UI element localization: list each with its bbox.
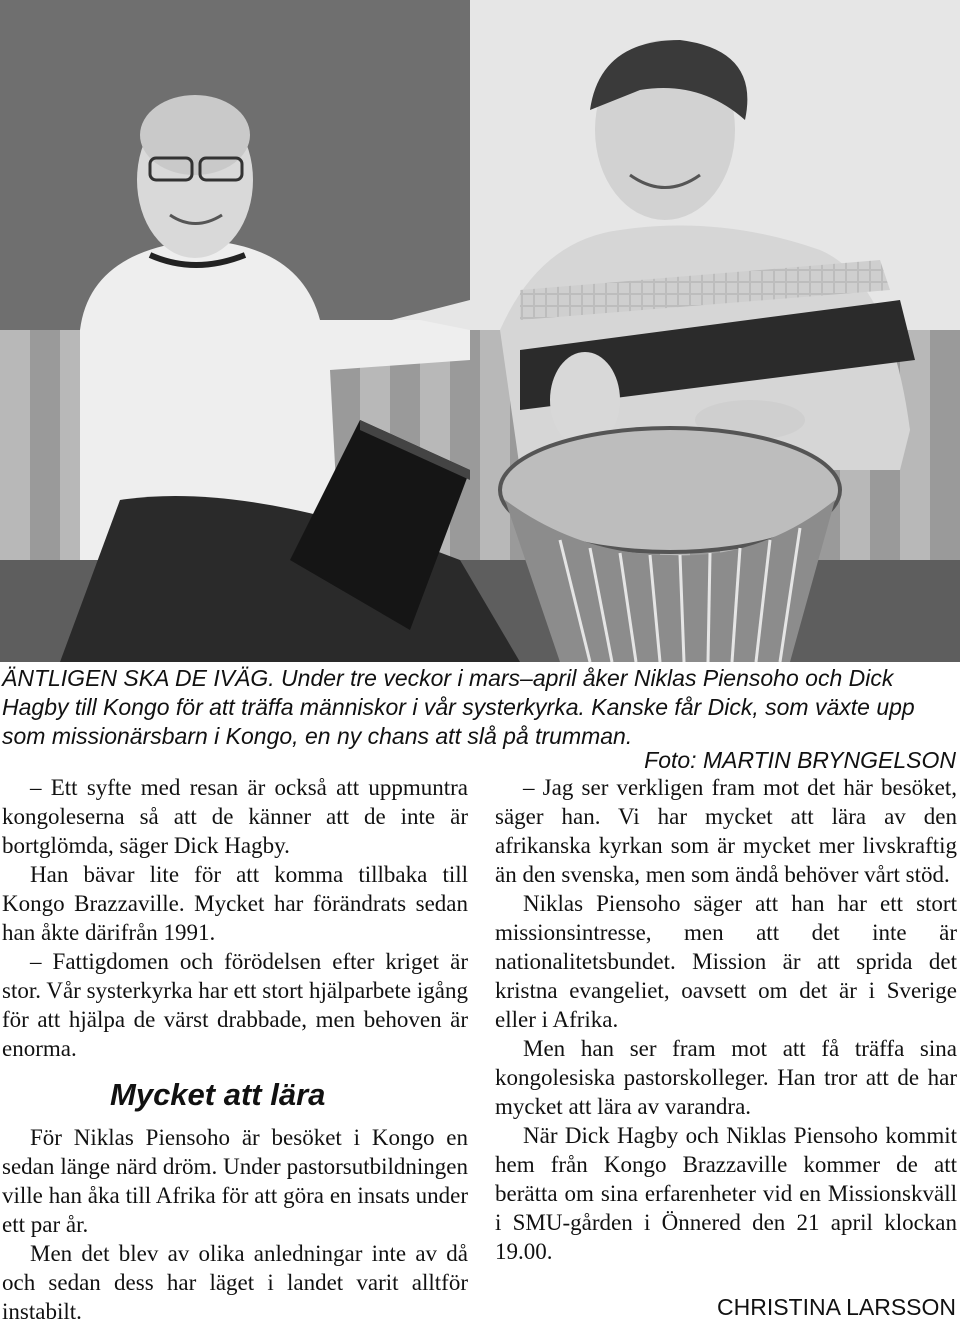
article-photo — [0, 0, 960, 662]
paragraph: – Fattigdomen och förödelsen efter kriget är stor. Vår systerkyrka har ett stort hjälparbete igång för att hjälpa de värst drabbade, men behoven är enorma. — [2, 949, 468, 1061]
article-column-right — [495, 773, 957, 1266]
photo-illustration — [0, 0, 960, 662]
subheading: Mycket att lära — [110, 1077, 326, 1112]
paragraph: Men han ser fram mot att få träffa sina kongolesiska pastorskolleger. Han tror att de har mycket att lära av varandra. — [495, 1036, 957, 1119]
article-column-left — [2, 773, 468, 1326]
paragraph: Men det blev av olika anledningar inte av då och sedan dess har läget i landet varit alltför instabilt. — [2, 1241, 468, 1324]
paragraph: För Niklas Piensoho är besöket i Kongo en sedan länge närd dröm. Under pastorsutbildningen ville han åka till Afrika för att göra en insats under ett par år. — [2, 1125, 468, 1237]
author-byline: CHRISTINA LARSSON — [717, 1294, 956, 1320]
paragraph: Han bävar lite för att komma tillbaka till Kongo Brazzaville. Mycket har förändrats sedan han åkte därifrån 1991. — [2, 862, 468, 945]
paragraph: – Ett syfte med resan är också att uppmuntra kongoleserna så att de känner att de inte är bortglömda, säger Dick Hagby. — [2, 775, 468, 858]
photo-credit: Foto: MARTIN BRYNGELSON — [644, 747, 956, 773]
paragraph: – Jag ser verkligen fram mot det här besöket, säger han. Vi har mycket att lära av den afrikanska kyrkan som är mycket mer livskraftig än den svenska, men som ändå behöver vårt stöd. — [495, 775, 957, 887]
photo-caption: ÄNTLIGEN SKA DE IVÄG. Under tre veckor i mars–april åker Niklas Piensoho och Dick Hagby till Kongo för att träffa människor i vår systerkyrka. Kanske får Dick, som växte upp som missionärsbarn i Kongo, en ny chans att slå på trumman. — [2, 665, 915, 749]
paragraph: När Dick Hagby och Niklas Piensoho kommit hem från Kongo Brazzaville kommer de att berätta om sina erfarenheter vid en Missionskväll i SMU-gården i Önnered den 21 april klockan 19.00. — [495, 1123, 957, 1264]
paragraph: Niklas Piensoho säger att han har ett stort missionsintresse, men att det inte är nationalitetsbundet. Mission är att sprida det kristna evangeliet, oavsett om det är i Sverige eller i Afrika. — [495, 891, 957, 1032]
